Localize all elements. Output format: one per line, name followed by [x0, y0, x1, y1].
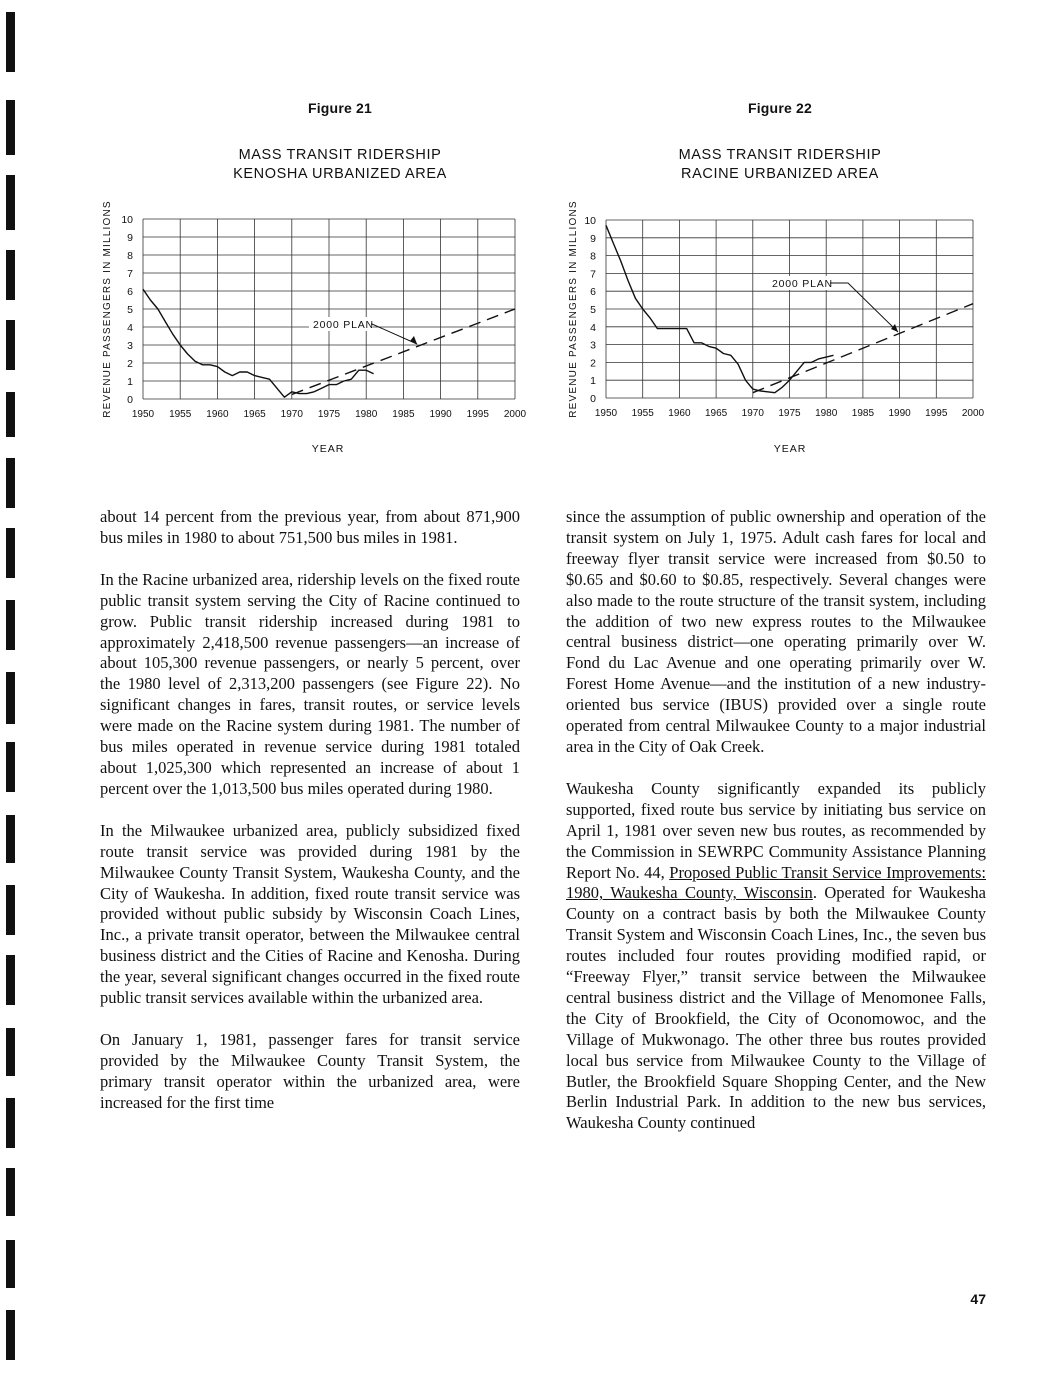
y-tick-label: 10	[121, 214, 133, 226]
y-tick-label: 8	[127, 250, 133, 262]
y-axis-label: REVENUE PASSENGERS IN MILLIONS	[568, 200, 579, 418]
y-tick-label: 5	[590, 304, 596, 316]
x-tick-label: 1965	[243, 409, 266, 420]
x-tick-label: 1990	[888, 408, 911, 419]
y-tick-label: 5	[127, 304, 133, 316]
y-tick-label: 7	[590, 268, 596, 281]
x-tick-label: 1995	[925, 408, 948, 419]
report-title: Proposed Public Transit Service Improvements: 1980, Waukesha County, Wisconsin	[566, 862, 986, 903]
x-tick-label: 1950	[594, 408, 618, 419]
racine-ridership-chart	[0, 0, 1056, 470]
x-tick-label: 2000	[503, 409, 527, 420]
y-tick-label: 0	[590, 393, 596, 405]
x-tick-label: 2000	[961, 408, 985, 419]
y-tick-label: 6	[127, 286, 133, 298]
left-paragraph-2: In the Racine urbanized area, ridership levels on the fixed route public transit system serving the City of Racine continued to grow. Public transit ridership increased during 1981 to approximately 2,418,500 revenue passengers—an increase of about 105,300 revenue passengers, or nearly 5 percent, over the 1980 level of 2,313,200 passengers (see Figure 22). No significant changes in fares, transit routes, or service levels were made on the Racine system during 1981. The number of bus miles operated in revenue service during 1981 totaled about 1,025,300 which represented an increase of about 1 percent over the 1,013,500 bus miles operated during 1980.	[100, 569, 520, 798]
y-tick-label: 9	[590, 232, 596, 245]
x-tick-label: 1975	[317, 409, 341, 420]
right-paragraph-2-intro: Waukesha County significantly expanded its publicly supported, fixed route bus service by initiating bus service on April 1, 1981 over seven new bus routes, as recommended by the Commission in SEWRPC Community Assistance Planning Report No. 44,	[566, 778, 986, 882]
annotation-label: 2000 PLAN	[772, 278, 833, 290]
figure-21-number: Figure 21	[307, 100, 373, 116]
annotation-arrowhead	[891, 324, 898, 332]
figure-21-title-line1: MASS TRANSIT RIDERSHIP	[238, 147, 442, 163]
x-tick-label: 1985	[392, 409, 415, 420]
x-tick-label: 1960	[206, 409, 229, 420]
x-tick-label: 1950	[131, 409, 155, 420]
figure-21-title-line2: KENOSHA URBANIZED AREA	[233, 166, 447, 182]
y-tick-label: 4	[590, 321, 596, 334]
right-paragraph-2	[566, 779, 986, 1134]
left-column	[100, 507, 520, 1114]
y-tick-label: 2	[127, 358, 133, 370]
x-tick-label: 1990	[429, 409, 452, 420]
y-tick-label: 9	[127, 232, 133, 244]
y-tick-label: 10	[584, 215, 596, 227]
right-paragraph-1: since the assumption of public ownership and operation of the transit system on July 1, 1975. Adult cash fares for local and freeway flyer transit service were increased from $0.50 to $0.65 and $0.60 to $0.85, respectively. Several changes were also made to the route structure of the transit system, including the addition of two new express routes to the Milwaukee central business district—one operating primarily over W. Fond du Lac Avenue and one operating primarily over W. Forest Home Avenue—and the institution of a new industry-oriented bus service (IBUS) provided over a single route operated from central Milwaukee County to a major industrial area in the City of Oak Creek.	[566, 507, 986, 756]
y-tick-label: 7	[127, 268, 133, 280]
left-paragraph-3: In the Milwaukee urbanized area, publicly subsidized fixed route transit service was provided during 1981 by the Milwaukee County Transit System, Waukesha County, and the City of Waukesha. In addition, fixed route transit service was provided without public subsidy by Wisconsin Coach Lines, Inc., a private transit operator, between the Milwaukee central business district and the Cities of Racine and Kenosha. During the year, several significant changes occurred in the fixed route public transit services available within the urbanized area.	[100, 820, 520, 1008]
left-paragraph-4: On January 1, 1981, passenger fares for transit service provided by the Milwaukee County Transit System, the primary transit operator within the urbanized area, were increased for the first time	[100, 1029, 520, 1112]
annotation-leader-line	[830, 283, 898, 332]
figure-22-number: Figure 22	[747, 100, 813, 116]
x-tick-label: 1955	[169, 409, 192, 420]
y-tick-label: 2	[590, 357, 596, 370]
x-tick-label: 1970	[741, 408, 764, 419]
y-tick-label: 4	[127, 322, 133, 334]
y-tick-label: 3	[127, 340, 133, 352]
x-tick-label: 1980	[815, 408, 838, 419]
x-tick-label: 1960	[668, 408, 691, 419]
x-axis-label: YEAR	[311, 443, 345, 455]
annotation-label: 2000 PLAN	[313, 319, 374, 331]
y-tick-label: 1	[127, 376, 133, 388]
y-tick-label: 0	[127, 394, 133, 406]
right-paragraph-2-rest: . Operated for Waukesha County on a contract basis by both the Milwaukee County Transit System and Wisconsin Coach Lines, Inc., the seven bus routes included four routes providing modified rapid, or “Freeway Flyer,” transit service between the Milwaukee central business district and the Village of Menomonee Falls, the City of Brookfield, the City of Oconomowoc, and the Village of Mukwonago. The other three bus routes provided local bus service from Milwaukee County to the Village of Butler, the Brookfield Square Shopping Center, and the New Berlin Industrial Park. In addition to the new bus services, Waukesha County continued	[566, 883, 986, 1133]
y-tick-label: 3	[590, 339, 596, 352]
x-axis-label: YEAR	[773, 443, 807, 455]
x-tick-label: 1985	[851, 408, 875, 419]
x-tick-label: 1995	[466, 409, 489, 420]
left-paragraph-1: about 14 percent from the previous year, from about 871,900 bus miles in 1980 to about 751,500 bus miles in 1981.	[100, 507, 520, 547]
x-tick-label: 1970	[280, 409, 303, 420]
x-tick-label: 1975	[778, 408, 801, 419]
x-tick-label: 1965	[704, 408, 728, 419]
x-tick-label: 1980	[355, 409, 378, 420]
page-number: 47	[970, 1291, 986, 1307]
x-tick-label: 1955	[631, 408, 654, 419]
right-column	[566, 507, 986, 1134]
y-axis-label: REVENUE PASSENGERS IN MILLIONS	[102, 200, 113, 418]
y-tick-label: 1	[590, 375, 596, 388]
figure-22-title-line2: RACINE URBANIZED AREA	[681, 166, 879, 182]
y-tick-label: 8	[590, 250, 596, 263]
figure-22-title-line1: MASS TRANSIT RIDERSHIP	[678, 147, 882, 163]
y-tick-label: 6	[590, 286, 596, 299]
